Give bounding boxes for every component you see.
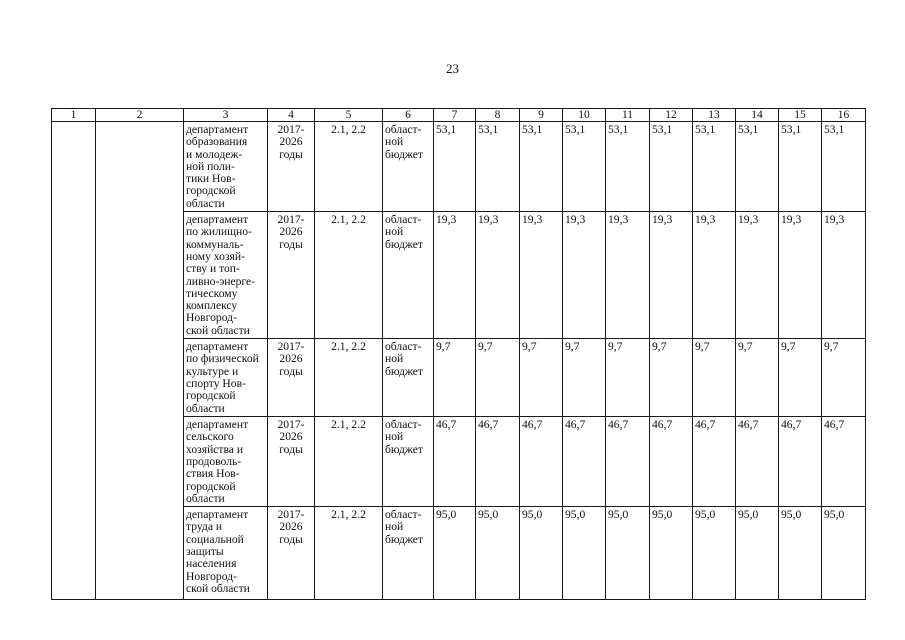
value-cell: 46,7	[476, 417, 520, 507]
value-cell: 46,7	[563, 417, 606, 507]
column-header: 13	[693, 109, 736, 122]
indicators-cell: 2.1, 2.2	[315, 212, 383, 339]
value-cell: 9,7	[693, 339, 736, 417]
value-cell: 19,3	[563, 212, 606, 339]
value-cell: 19,3	[434, 212, 476, 339]
years-cell: 2017- 2026 годы	[268, 507, 315, 600]
value-cell: 9,7	[476, 339, 520, 417]
column-header: 3	[184, 109, 268, 122]
value-cell: 19,3	[822, 212, 866, 339]
value-cell: 95,0	[563, 507, 606, 600]
value-cell: 95,0	[693, 507, 736, 600]
value-cell: 9,7	[779, 339, 822, 417]
column-header: 5	[315, 109, 383, 122]
column-header: 16	[822, 109, 866, 122]
value-cell: 9,7	[606, 339, 650, 417]
value-cell: 46,7	[606, 417, 650, 507]
value-cell: 95,0	[650, 507, 693, 600]
value-cell: 19,3	[520, 212, 563, 339]
department-cell: департамент сельского хозяйства и продоволь- ствия Нов- городской области	[184, 417, 268, 507]
column-header: 1	[52, 109, 96, 122]
department-cell: департамент по физической культуре и спорту Нов- городской области	[184, 339, 268, 417]
value-cell: 46,7	[779, 417, 822, 507]
column-header: 6	[383, 109, 434, 122]
column-header: 10	[563, 109, 606, 122]
source-cell: област- ной бюджет	[383, 212, 434, 339]
value-cell: 53,1	[736, 122, 779, 212]
value-cell: 53,1	[650, 122, 693, 212]
value-cell: 19,3	[736, 212, 779, 339]
indicators-cell: 2.1, 2.2	[315, 339, 383, 417]
value-cell: 95,0	[520, 507, 563, 600]
value-cell: 95,0	[476, 507, 520, 600]
indicators-cell: 2.1, 2.2	[315, 417, 383, 507]
source-cell: област- ной бюджет	[383, 122, 434, 212]
value-cell: 9,7	[650, 339, 693, 417]
value-cell: 46,7	[520, 417, 563, 507]
value-cell: 46,7	[693, 417, 736, 507]
value-cell: 53,1	[476, 122, 520, 212]
value-cell: 95,0	[434, 507, 476, 600]
source-cell: област- ной бюджет	[383, 507, 434, 600]
value-cell: 19,3	[779, 212, 822, 339]
merged-empty-cell	[96, 122, 184, 600]
value-cell: 46,7	[822, 417, 866, 507]
years-cell: 2017- 2026 годы	[268, 122, 315, 212]
column-header: 4	[268, 109, 315, 122]
column-header: 11	[606, 109, 650, 122]
department-cell: департамент по жилищно- коммуналь- ному хозяй- ству и топ- ливно-энерге- тическому комплексу Новгород- ской области	[184, 212, 268, 339]
budget-table	[51, 108, 866, 600]
merged-empty-cell	[52, 122, 96, 600]
value-cell: 9,7	[520, 339, 563, 417]
value-cell: 95,0	[822, 507, 866, 600]
value-cell: 19,3	[606, 212, 650, 339]
years-cell: 2017- 2026 годы	[268, 339, 315, 417]
source-cell: област- ной бюджет	[383, 339, 434, 417]
source-cell: област- ной бюджет	[383, 417, 434, 507]
value-cell: 19,3	[693, 212, 736, 339]
column-header: 9	[520, 109, 563, 122]
column-header: 7	[434, 109, 476, 122]
value-cell: 53,1	[822, 122, 866, 212]
value-cell: 46,7	[650, 417, 693, 507]
indicators-cell: 2.1, 2.2	[315, 507, 383, 600]
column-header: 2	[96, 109, 184, 122]
value-cell: 19,3	[650, 212, 693, 339]
column-header: 8	[476, 109, 520, 122]
department-cell: департамент образования и молодеж- ной поли- тики Нов- городской области	[184, 122, 268, 212]
value-cell: 95,0	[779, 507, 822, 600]
column-header: 15	[779, 109, 822, 122]
department-cell: департамент труда и социальной защиты населения Новгород- ской области	[184, 507, 268, 600]
value-cell: 53,1	[693, 122, 736, 212]
value-cell: 9,7	[822, 339, 866, 417]
page-number: 23	[446, 61, 459, 76]
indicators-cell: 2.1, 2.2	[315, 122, 383, 212]
years-cell: 2017- 2026 годы	[268, 212, 315, 339]
years-cell: 2017- 2026 годы	[268, 417, 315, 507]
value-cell: 53,1	[779, 122, 822, 212]
value-cell: 53,1	[563, 122, 606, 212]
value-cell: 9,7	[563, 339, 606, 417]
table-row	[52, 122, 866, 212]
value-cell: 19,3	[476, 212, 520, 339]
value-cell: 95,0	[606, 507, 650, 600]
value-cell: 46,7	[434, 417, 476, 507]
value-cell: 53,1	[606, 122, 650, 212]
value-cell: 46,7	[736, 417, 779, 507]
value-cell: 9,7	[434, 339, 476, 417]
value-cell: 9,7	[736, 339, 779, 417]
column-header: 14	[736, 109, 779, 122]
value-cell: 95,0	[736, 507, 779, 600]
column-header: 12	[650, 109, 693, 122]
value-cell: 53,1	[434, 122, 476, 212]
value-cell: 53,1	[520, 122, 563, 212]
column-number-row	[52, 109, 866, 122]
